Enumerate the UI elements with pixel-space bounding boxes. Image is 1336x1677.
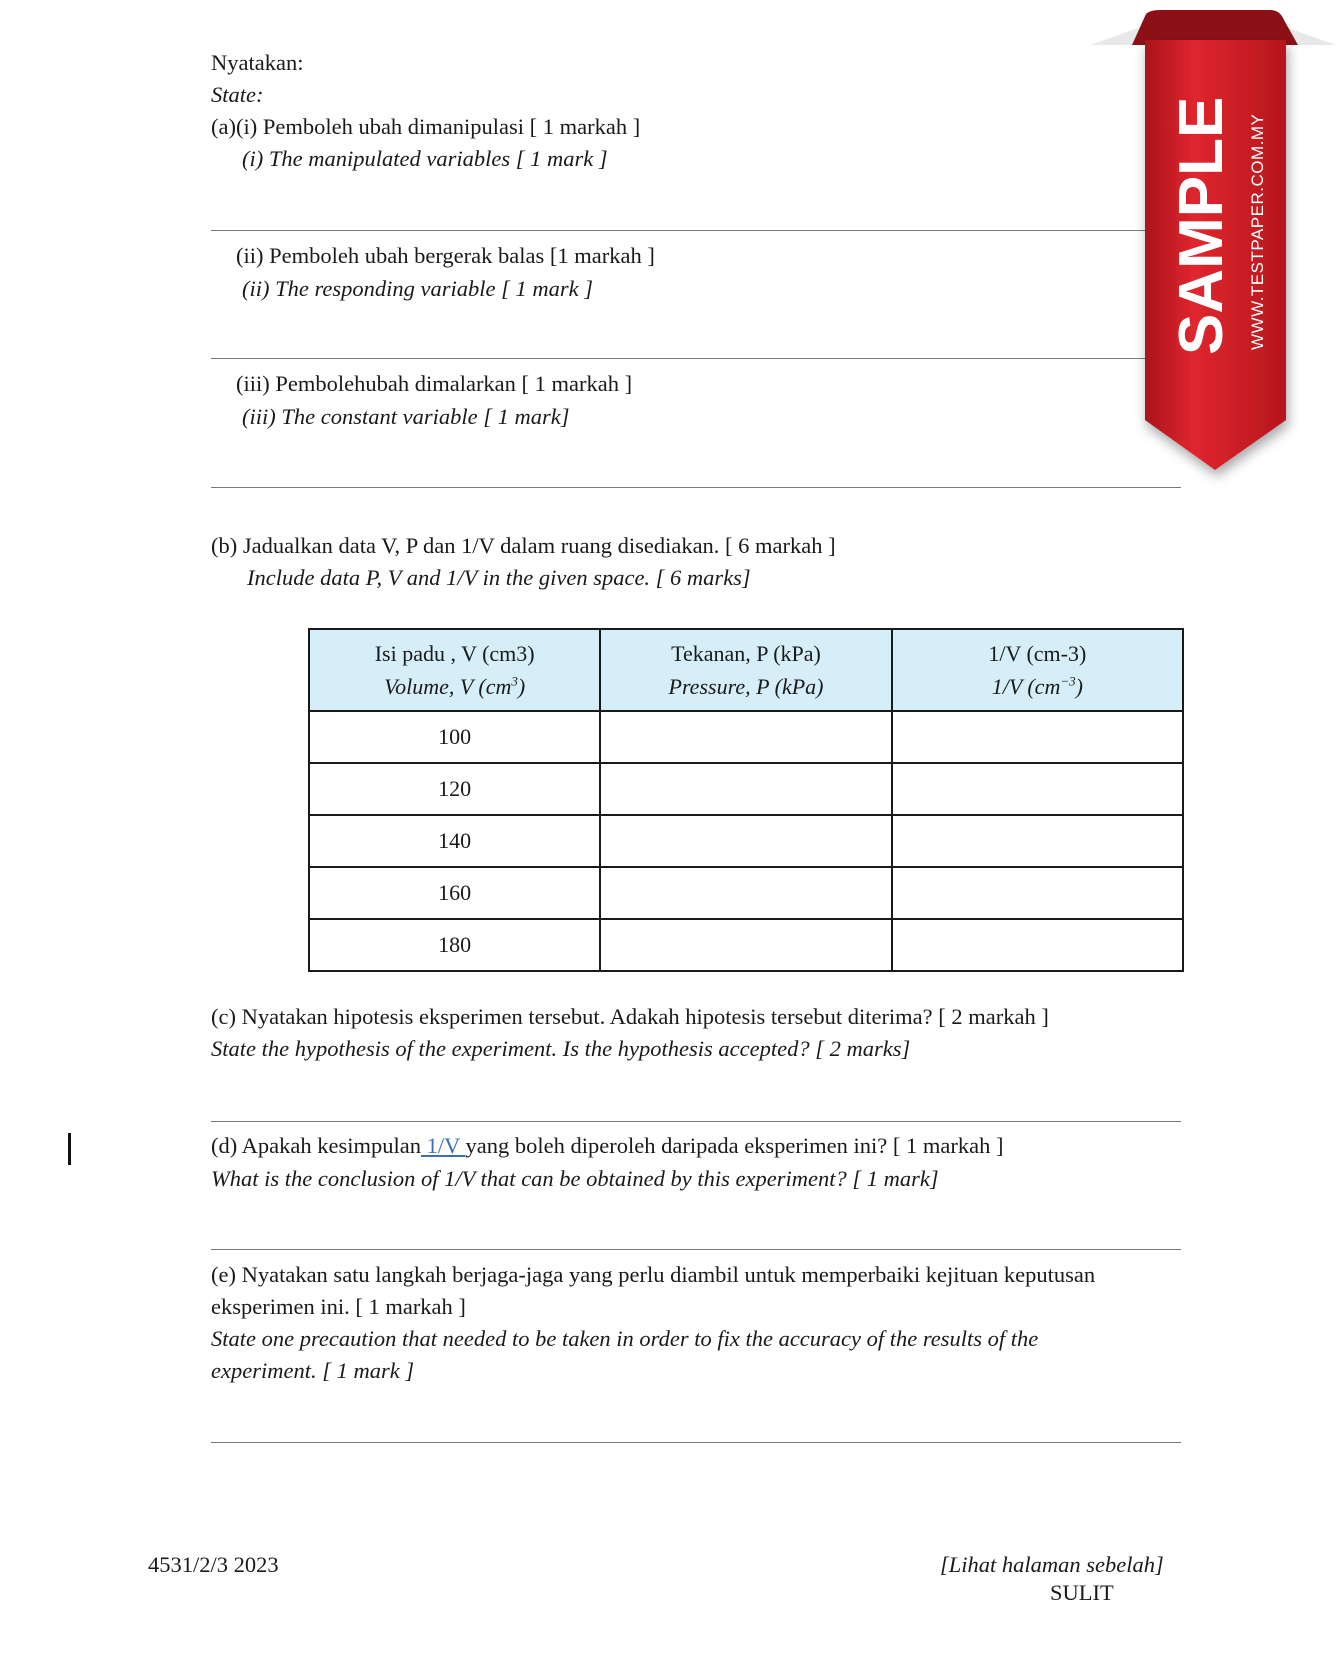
pressure-cell[interactable] bbox=[600, 919, 891, 971]
question-e-ms-1: (e) Nyatakan satu langkah berjaga-jaga yang perlu diambil untuk memperbaiki kejituan keputusan bbox=[211, 1262, 1096, 1287]
pressure-cell[interactable] bbox=[600, 867, 891, 919]
question-d-ms: (d) Apakah kesimpulan 1/V yang boleh diperoleh daripada eksperimen ini? [ 1 markah ] bbox=[211, 1133, 1004, 1158]
question-a-ii-ms: (ii) Pemboleh ubah bergerak balas [1 markah ] bbox=[236, 243, 655, 268]
answer-line-c[interactable] bbox=[211, 1121, 1181, 1122]
answer-line-a-iii[interactable] bbox=[211, 487, 1181, 488]
question-a-i-en: (i) The manipulated variables [ 1 mark ] bbox=[242, 146, 608, 171]
inverse-volume-cell[interactable] bbox=[892, 711, 1183, 763]
question-d-en: What is the conclusion of 1/V that can be obtained by this experiment? [ 1 mark] bbox=[211, 1166, 939, 1191]
question-e-en-2: experiment. [ 1 mark ] bbox=[211, 1358, 415, 1383]
table-row bbox=[309, 919, 1183, 971]
volume-cell: 100 bbox=[309, 711, 600, 763]
pressure-cell[interactable] bbox=[600, 763, 891, 815]
header-ms: Tekanan, P (kPa) bbox=[671, 641, 821, 667]
question-a-iii-ms: (iii) Pembolehubah dimalarkan [ 1 markah ] bbox=[236, 371, 633, 396]
table-row bbox=[309, 711, 1183, 763]
question-a-ii-en: (ii) The responding variable [ 1 mark ] bbox=[242, 276, 594, 301]
intro-en: State: bbox=[211, 82, 264, 107]
data-table bbox=[308, 628, 1184, 972]
answer-line-a-ii[interactable] bbox=[211, 358, 1181, 359]
text-cursor bbox=[68, 1133, 71, 1165]
inverse-volume-cell[interactable] bbox=[892, 867, 1183, 919]
header-en: 1/V $(cm^{-3})$ bbox=[991, 673, 1083, 699]
header-ms: 1/V (cm-3) bbox=[988, 641, 1087, 667]
watermark-site-text: WWW.TESTPAPER.COM.MY bbox=[1248, 113, 1267, 350]
question-b-en: Include data P, V and 1/V in the given space. [ 6 marks] bbox=[247, 565, 751, 590]
next-page-note: [Lihat halaman sebelah] bbox=[940, 1552, 1164, 1577]
header-inverse-volume bbox=[892, 629, 1183, 711]
volume-cell: 160 bbox=[309, 867, 600, 919]
pressure-cell[interactable] bbox=[600, 815, 891, 867]
table-header-row bbox=[309, 629, 1183, 711]
question-e-ms-2: eksperimen ini. [ 1 markah ] bbox=[211, 1294, 466, 1319]
inverse-volume-cell[interactable] bbox=[892, 815, 1183, 867]
header-volume bbox=[309, 629, 600, 711]
answer-line-d[interactable] bbox=[211, 1249, 1181, 1250]
question-c-en: State the hypothesis of the experiment. Is the hypothesis accepted? [ 2 marks] bbox=[211, 1036, 911, 1061]
question-a-iii-en: (iii) The constant variable [ 1 mark] bbox=[242, 404, 570, 429]
table-row bbox=[309, 867, 1183, 919]
volume-cell: 180 bbox=[309, 919, 600, 971]
question-a-i-ms: (a)(i) Pemboleh ubah dimanipulasi [ 1 markah ] bbox=[211, 114, 641, 139]
watermark-sample-text: SAMPLE bbox=[1167, 96, 1236, 355]
answer-line-e[interactable] bbox=[211, 1442, 1181, 1443]
question-b-ms: (b) Jadualkan data V, P dan 1/V dalam ruang disediakan. [ 6 markah ] bbox=[211, 533, 836, 558]
sample-ribbon-watermark bbox=[1090, 0, 1336, 520]
link-1v[interactable]: 1/V bbox=[420, 1133, 466, 1158]
header-pressure bbox=[600, 629, 891, 711]
table-row bbox=[309, 815, 1183, 867]
question-e-en-1: State one precaution that needed to be taken in order to fix the accuracy of the results of the bbox=[211, 1326, 1039, 1351]
volume-cell: 140 bbox=[309, 815, 600, 867]
paper-code: 4531/2/3 2023 bbox=[148, 1552, 279, 1577]
inverse-volume-cell[interactable] bbox=[892, 763, 1183, 815]
answer-line-a-i[interactable] bbox=[211, 230, 1181, 231]
table-row bbox=[309, 763, 1183, 815]
volume-cell: 120 bbox=[309, 763, 600, 815]
intro-ms: Nyatakan: bbox=[211, 50, 304, 75]
sulit-label: SULIT bbox=[1050, 1580, 1114, 1605]
header-en: Pressure, P (kPa) bbox=[668, 673, 824, 699]
inverse-volume-cell[interactable] bbox=[892, 919, 1183, 971]
header-en: Volume, V $(cm^3)$ bbox=[384, 673, 526, 699]
header-ms: Isi padu , V (cm3) bbox=[374, 641, 535, 667]
question-c-ms: (c) Nyatakan hipotesis eksperimen tersebut. Adakah hipotesis tersebut diterima? [ 2 markah ] bbox=[211, 1004, 1049, 1029]
pressure-cell[interactable] bbox=[600, 711, 891, 763]
